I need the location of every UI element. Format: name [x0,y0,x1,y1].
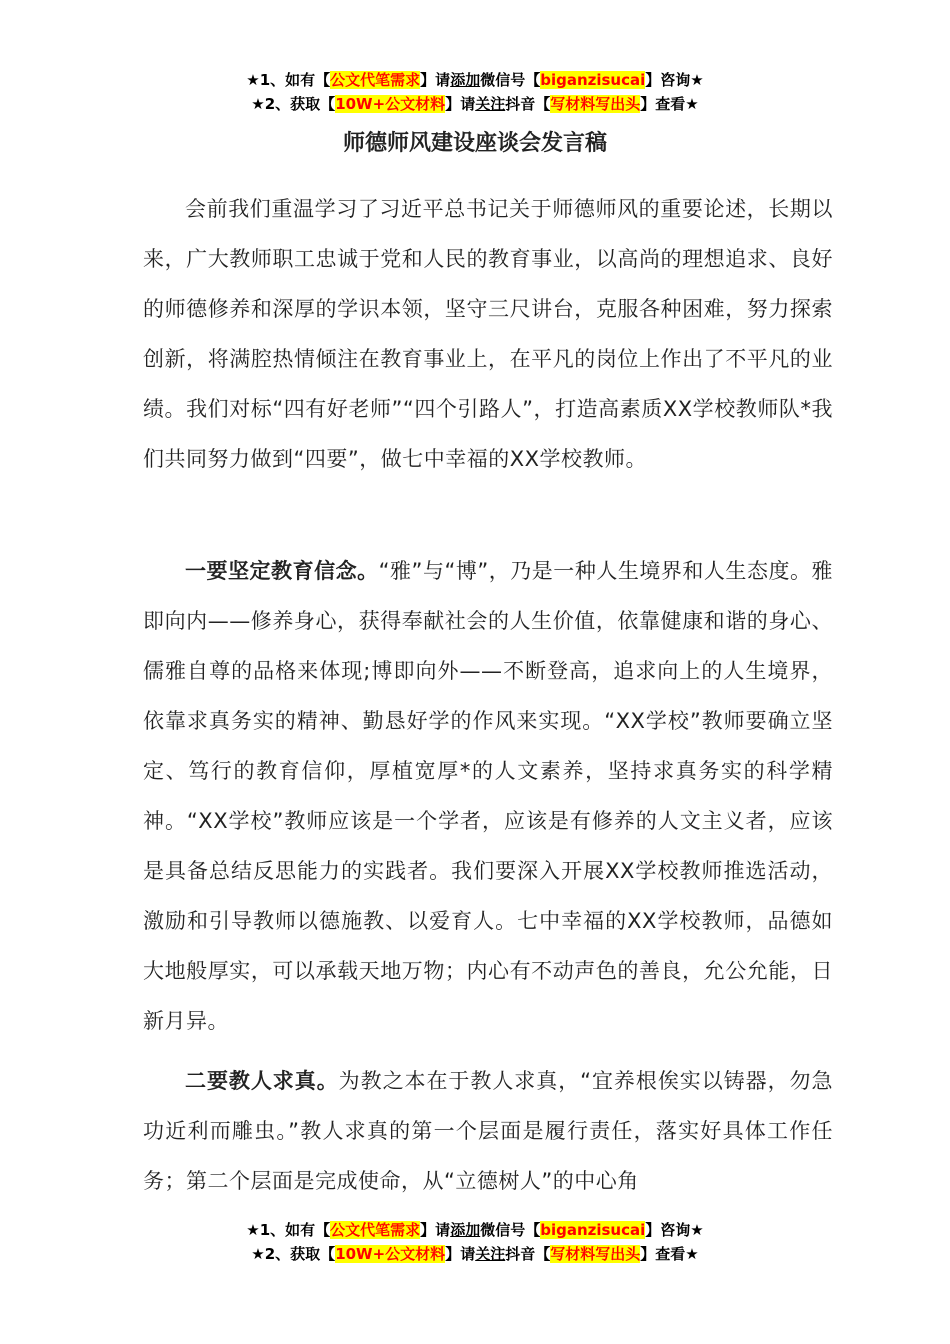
paragraph-intro [143,184,833,484]
ad-text: 抖音【 [505,95,551,113]
ad-highlight: 公文代笔需求 [330,1221,421,1239]
ad-text: 】查看★ [640,95,699,113]
ad-text: 】请 [420,71,451,89]
ad-text: 抖音【 [505,1245,551,1263]
ad-line-2 [0,1242,950,1266]
document-title: 师德师风建设座谈会发言稿 [342,131,607,156]
ad-text: 】请 [445,1245,476,1263]
ad-text: 】查看★ [640,1245,699,1263]
ad-underline: 关注 [475,1245,506,1263]
ad-line-1 [0,1218,950,1242]
header-ad-banner [0,68,950,116]
ad-highlight: 10W+公文材料 [335,95,446,113]
ad-highlight: biganzisucai [540,71,646,89]
ad-highlight: 写材料写出头 [550,1245,641,1263]
paragraph-text: 会前我们重温学习了习近平总书记关于师德师风的重要论述，长期以来，广大教师职工忠诚于党和人民的教育事业，以高尚的理想追求、良好的师德修养和深厚的学识本领，坚守三尺讲台，克服各种困难，努力探索创新，将满腔热情倾注在教育事业上，在平凡的岗位上作出了不平凡的业绩。我们对标“四有好老师”“四个引路人”，打造高素质XX学校教师队*我们共同努力做到“四要”，做七中幸福的XX学校教师。 [143,197,833,471]
ad-text: ★1、如有【 [246,71,331,89]
ad-text: 微信号【 [480,71,541,89]
paragraph-point-2 [143,1056,833,1206]
ad-text: 微信号【 [480,1221,541,1239]
ad-text: ★1、如有【 [246,1221,331,1239]
ad-underline: 添加 [450,71,481,89]
ad-underline: 添加 [450,1221,481,1239]
ad-text: 】请 [420,1221,451,1239]
footer-ad-banner [0,1218,950,1266]
ad-highlight: biganzisucai [540,1221,646,1239]
paragraph-point-1 [143,546,833,1046]
paragraph-text: “雅”与“博”，乃是一种人生境界和人生态度。雅即向内——修养身心，获得奉献社会的人生价值，依靠健康和谐的身心、儒雅自尊的品格来体现;博即向外——不断登高，追求向上的人生境界，依靠求真务实的精神、勤恳好学的作风来实现。“XX学校”教师要确立坚定、笃行的教育信仰，厚植宽厚*的人文素养，坚持求真务实的科学精神。“XX学校”教师应该是一个学者，应该是有修养的人文主义者，应该是具备总结反思能力的实践者。我们要深入开展XX学校教师推选活动，激励和引导教师以德施教、以爱育人。七中幸福的XX学校教师，品德如大地般厚实，可以承载天地万物；内心有不动声色的善良，允公允能，日新月异。 [143,559,833,1033]
paragraph-text: 为教之本在于教人求真，“宜养根俟实以铸器，勿急功近利而雕虫。”教人求真的第一个层面是履行责任，落实好具体工作任务；第二个层面是完成使命，从“立德树人”的中心角 [143,1069,833,1193]
paragraph-heading: 一要坚定教育信念。 [185,559,379,583]
ad-text: ★2、获取【 [251,1245,336,1263]
ad-underline: 关注 [475,95,506,113]
ad-text: 】咨询★ [645,1221,704,1239]
ad-text: 】咨询★ [645,71,704,89]
ad-line-1 [0,68,950,92]
ad-line-2 [0,92,950,116]
ad-highlight: 公文代笔需求 [330,71,421,89]
ad-highlight: 写材料写出头 [550,95,641,113]
paragraph-heading: 二要教人求真。 [185,1069,339,1093]
ad-text: 】请 [445,95,476,113]
ad-text: ★2、获取【 [251,95,336,113]
ad-highlight: 10W+公文材料 [335,1245,446,1263]
